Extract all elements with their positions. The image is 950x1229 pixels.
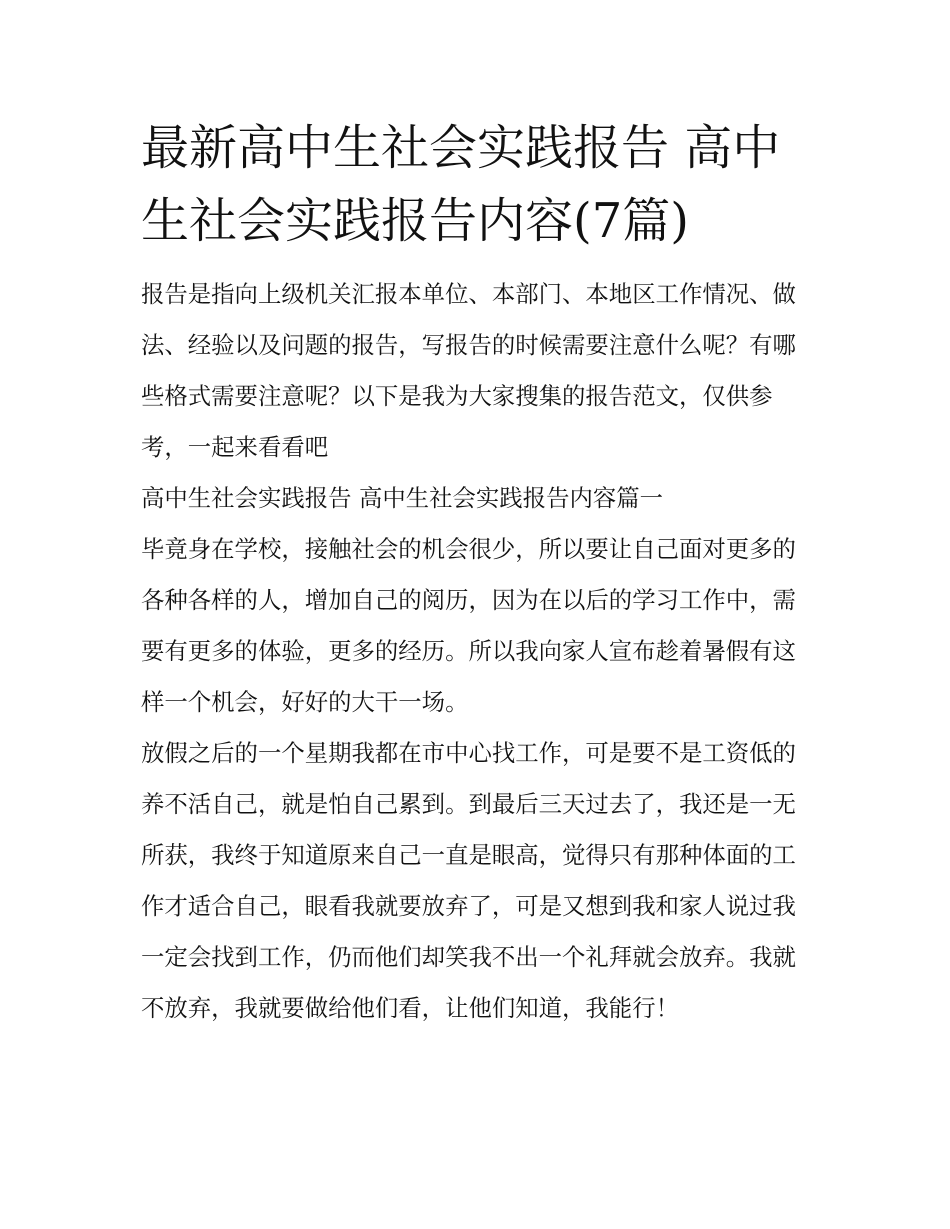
document-title: 最新高中生社会实践报告 高中生社会实践报告内容(7篇) xyxy=(141,120,781,249)
section-heading: 高中生社会实践报告 高中生社会实践报告内容篇一 xyxy=(141,484,664,512)
intro-paragraph: 报告是指向上级机关汇报本单位、本部门、本地区工作情况、做法、经验以及问题的报告，写报告的时候需要注意什么呢？有哪些格式需要注意呢？以下是我为大家搜集的报告范文，仅供参考，一起来看看吧 xyxy=(141,280,796,461)
document-body xyxy=(141,269,813,1034)
body-paragraph: 放假之后的一个星期我都在市中心找工作，可是要不是工资低的养不活自己，就是怕自己累到。到最后三天过去了，我还是一无所获，我终于知道原来自己一直是眼高，觉得只有那种体面的工作才适合自己，眼看我就要放弃了，可是又想到我和家人说过我一定会找到工作，仍而他们却笑我不出一个礼拜就会放弃。我就不放弃，我就要做给他们看，让他们知道，我能行！ xyxy=(141,739,796,1022)
document-page xyxy=(141,112,813,1034)
body-paragraph: 毕竟身在学校，接触社会的机会很少，所以要让自己面对更多的各种各样的人，增加自己的阅历，因为在以后的学习工作中，需要有更多的体验，更多的经历。所以我向家人宣布趁着暑假有这样一个机会，好好的大干一场。 xyxy=(141,535,796,716)
